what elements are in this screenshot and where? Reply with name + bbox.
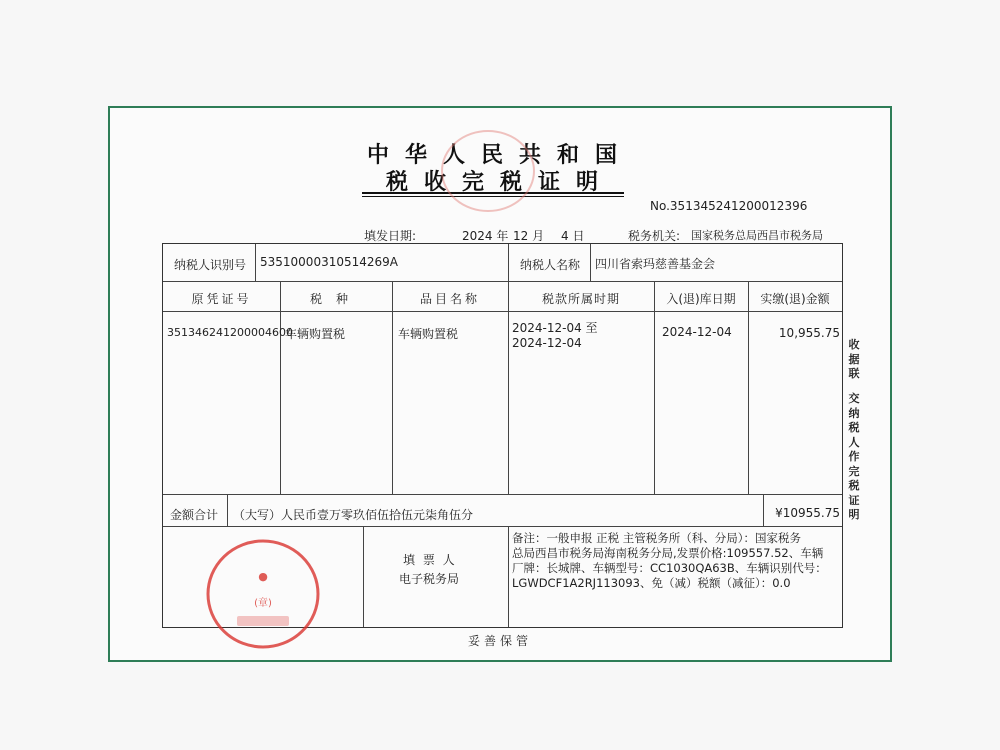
note-line-2: 总局西昌市税务局海南税务分局,发票价格:109557.52、车辆 <box>512 546 824 560</box>
row-date: 2024-12-04 <box>662 325 732 339</box>
total-in-words: （大写）人民币壹万零玖佰伍拾伍元柒角伍分 <box>233 508 474 522</box>
filler-label: 填 票 人 <box>403 553 457 567</box>
taxpayer-name-value: 四川省索玛慈善基金会 <box>595 257 716 271</box>
col-header-amount: 实缴(退)金额 <box>760 292 830 306</box>
svg-text:(章): (章) <box>254 598 272 609</box>
row-period-end: 2024-12-04 <box>512 336 582 350</box>
col-header-date: 入(退)库日期 <box>666 292 736 306</box>
fill-date-day: 4 日 <box>561 229 585 243</box>
row-period-start: 2024-12-04 至 <box>512 321 598 335</box>
taxpayer-id-label: 纳税人识别号 <box>174 258 247 272</box>
title-line-2: 税收完税证明 <box>385 170 614 195</box>
note-line-4: LGWDCF1A2RJ113093、免（减）税额（减征）：0.0 <box>512 576 791 590</box>
total-label: 金额合计 <box>170 508 219 522</box>
col-header-period: 税款所属时期 <box>541 292 620 306</box>
col-header-voucher: 原凭证号 <box>191 292 252 306</box>
taxpayer-id-value: 53510000310514269A <box>260 255 398 269</box>
svg-text:●: ● <box>258 570 268 583</box>
title-line-1: 中华人民共和国 <box>366 143 633 168</box>
total-amount: ¥10955.75 <box>775 506 840 520</box>
side-text-purpose: 交纳税人作完税证明 <box>848 392 860 521</box>
col-header-tax-type: 税种 <box>309 292 362 306</box>
certificate-number: No.351345241200012396 <box>650 199 808 213</box>
tax-authority: 国家税务总局西昌市税务局 <box>691 229 823 242</box>
note-line-1: 备注：一般申报 正税 主管税务所（科、分局）：国家税务 <box>512 531 802 545</box>
side-text-receipt: 收据联 <box>848 338 860 380</box>
row-tax-type: 车辆购置税 <box>285 327 346 341</box>
fill-date-month: 12 月 <box>513 229 545 243</box>
tax-authority-label: 税务机关: <box>628 229 681 243</box>
filler-value: 电子税务局 <box>399 572 460 586</box>
row-amount: 10,955.75 <box>778 326 840 340</box>
row-voucher: 351346241200004600 <box>167 326 293 339</box>
faint-seal-icon <box>438 128 538 214</box>
note-line-3: 厂牌：长城牌、车辆型号：CC1030QA63B、车辆识别代号： <box>512 561 827 575</box>
keep-safe-text: 妥善保管 <box>467 634 532 648</box>
fill-date-year: 2024 年 <box>462 229 509 243</box>
taxpayer-name-label: 纳税人名称 <box>520 258 581 272</box>
col-header-item: 品目名称 <box>419 292 480 306</box>
row-item: 车辆购置税 <box>398 327 459 341</box>
fill-date-label: 填发日期: <box>364 229 417 243</box>
